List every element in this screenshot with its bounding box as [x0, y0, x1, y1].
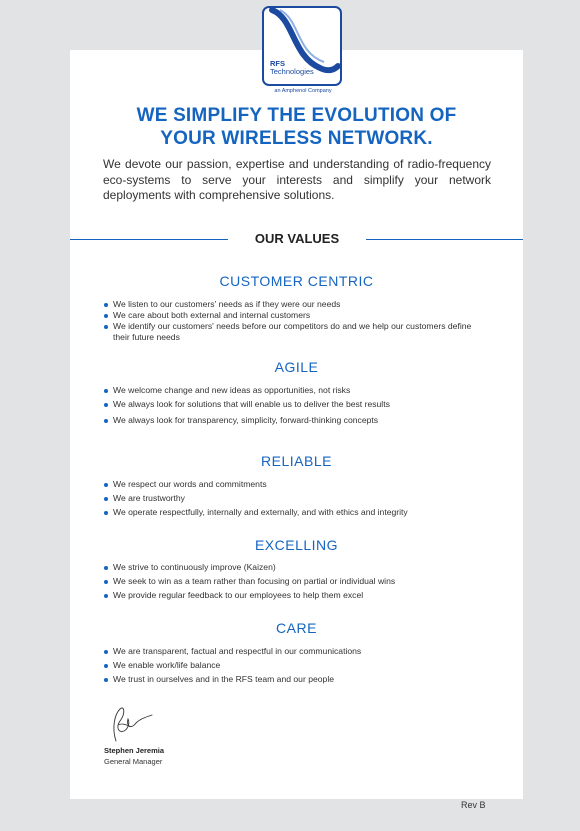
- section-title-care: CARE: [276, 620, 317, 636]
- revision-label: Rev B: [461, 800, 486, 810]
- list-item: We listen to our customers' needs as if they were our needs: [104, 299, 484, 310]
- signatory-role: General Manager: [104, 757, 163, 766]
- list-item: We are trustworthy: [104, 493, 484, 504]
- section-title-customer-centric: CUSTOMER CENTRIC: [219, 273, 374, 289]
- rfs-logo: [262, 6, 342, 86]
- headline-line-1: WE SIMPLIFY THE EVOLUTION OF: [136, 105, 457, 126]
- divider-left: [70, 239, 228, 240]
- values-title: OUR VALUES: [254, 231, 340, 246]
- section-list-reliable: [104, 479, 484, 518]
- list-item: We enable work/life balance: [104, 660, 484, 671]
- headline: [70, 104, 523, 150]
- list-item: We welcome change and new ideas as opportunities, not risks: [104, 385, 484, 396]
- list-item: We identify our customers' needs before our competitors do and we help our customers define their future needs: [104, 321, 484, 343]
- list-item: We seek to win as a team rather than focusing on partial or individual wins: [104, 576, 484, 587]
- signatory-name: Stephen Jeremia: [104, 746, 165, 755]
- section-title-agile: AGILE: [274, 359, 319, 375]
- list-item: We care about both external and internal customers: [104, 310, 484, 321]
- section-list-excelling: [104, 562, 484, 601]
- list-item: We trust in ourselves and in the RFS team and our people: [104, 674, 484, 685]
- divider-right: [366, 239, 523, 240]
- list-item: We always look for transparency, simplicity, forward-thinking concepts: [104, 415, 484, 426]
- list-item: We provide regular feedback to our employees to help them excel: [104, 590, 484, 601]
- handwritten-signature: [106, 703, 154, 745]
- logo-tagline: an Amphenol Company: [274, 88, 332, 94]
- list-item: We respect our words and commitments: [104, 479, 484, 490]
- section-title-excelling: EXCELLING: [254, 537, 339, 553]
- list-item: We are transparent, factual and respectful in our communications: [104, 646, 484, 657]
- section-list-care: [104, 646, 484, 685]
- logo-wordmark: RFS Technologies: [270, 59, 314, 76]
- list-item: We strive to continuously improve (Kaizen): [104, 562, 484, 573]
- list-item: We always look for solutions that will enable us to deliver the best results: [104, 399, 484, 410]
- section-title-reliable: RELIABLE: [261, 453, 332, 469]
- headline-line-2: YOUR WIRELESS NETWORK.: [160, 128, 433, 149]
- section-list-customer-centric: [104, 299, 484, 343]
- section-list-agile: [104, 385, 484, 426]
- list-item: We operate respectfully, internally and externally, and with ethics and integrity: [104, 507, 484, 518]
- intro-paragraph: We devote our passion, expertise and understanding of radio-frequency eco-systems to serve your interests and simplify your network deployments with comprehensive solutions.: [103, 157, 491, 202]
